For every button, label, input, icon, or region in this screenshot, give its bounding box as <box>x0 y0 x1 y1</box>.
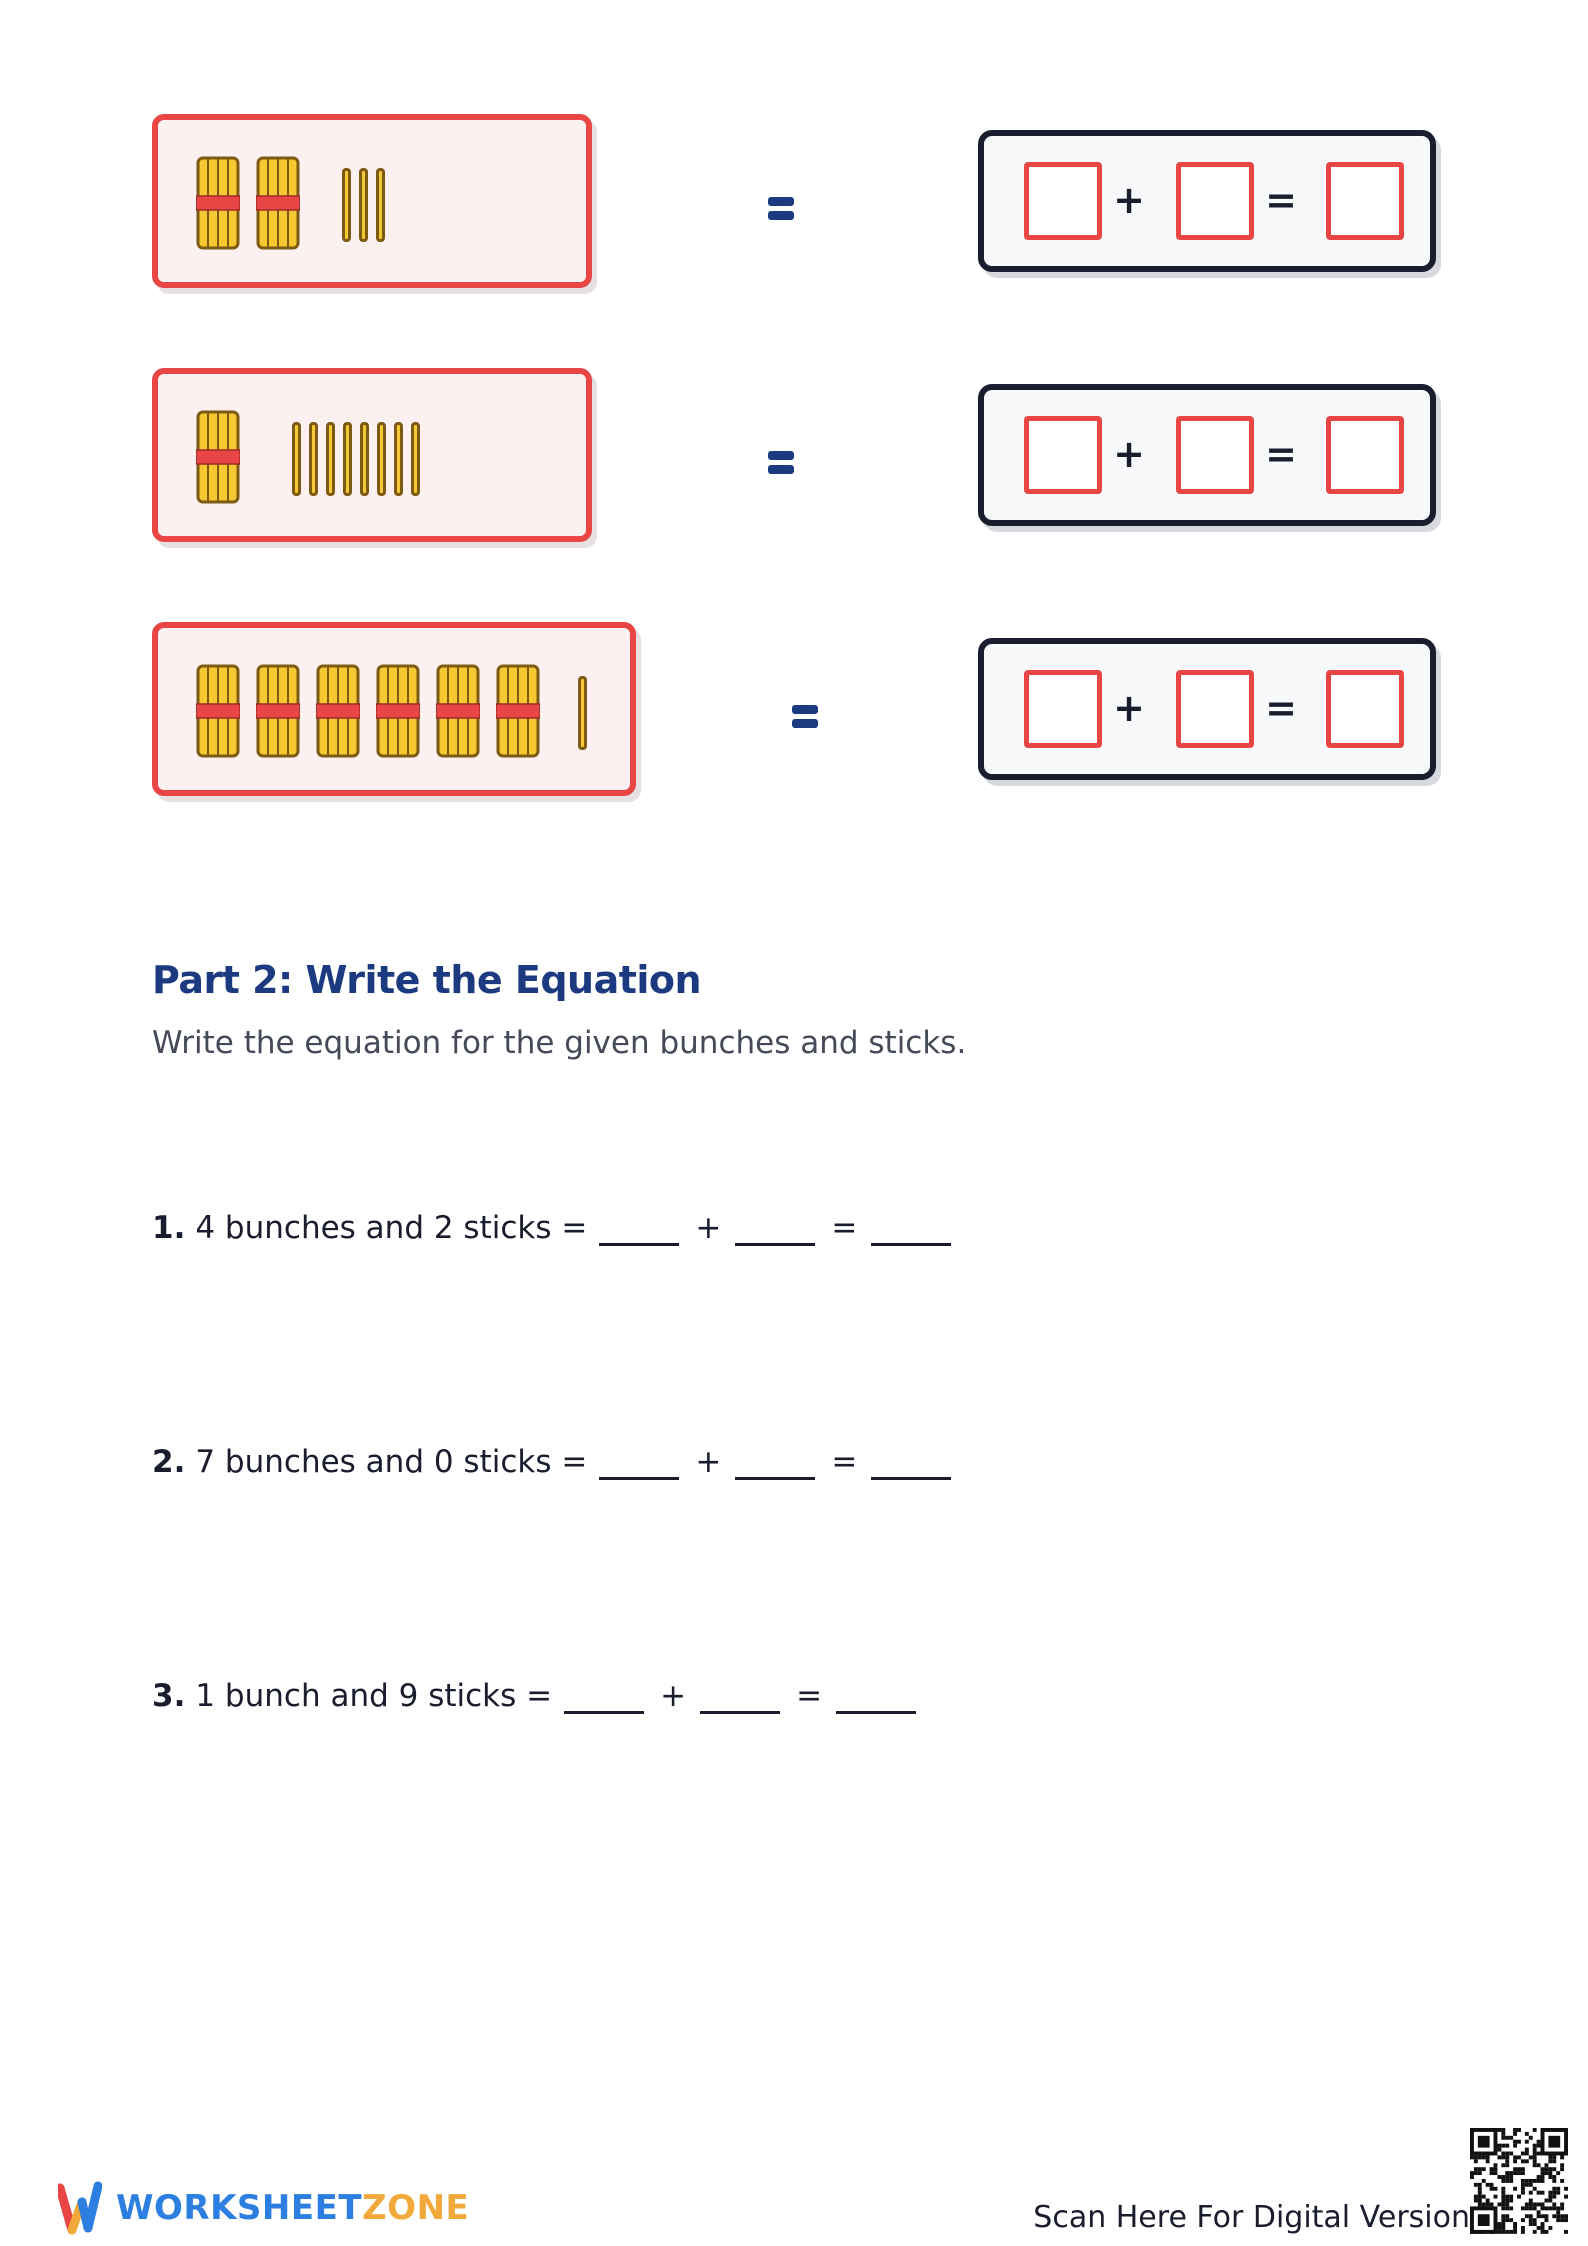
bundle-box-row2 <box>152 368 592 542</box>
single-stick-icon <box>578 676 587 750</box>
plus-sign: + <box>660 1678 687 1714</box>
single-stick-icon <box>360 422 369 496</box>
equals-sign-row3 <box>792 705 818 729</box>
bundle-of-sticks-icon <box>256 664 300 758</box>
worksheetzone-logo-icon <box>58 2180 102 2236</box>
single-stick-icon <box>377 422 386 496</box>
plus-sign: + <box>1113 686 1145 730</box>
qr-code-icon[interactable] <box>1470 2128 1568 2236</box>
bundle-of-sticks-icon <box>196 156 240 250</box>
question-text: 7 bunches and 0 sticks = <box>195 1444 588 1480</box>
answer-blank-ones[interactable] <box>735 1435 815 1480</box>
answer-box-tens[interactable] <box>1024 670 1102 748</box>
bundle-of-sticks-icon <box>196 410 240 504</box>
equation-box-row1 <box>978 130 1436 272</box>
single-stick-icon <box>376 168 385 242</box>
answer-box-ones[interactable] <box>1176 670 1254 748</box>
part2-instructions: Write the equation for the given bunches and sticks. <box>152 1025 967 1061</box>
equals-sign: = <box>1265 686 1297 730</box>
answer-box-total[interactable] <box>1326 162 1404 240</box>
bundle-box-row3 <box>152 622 636 796</box>
answer-box-ones[interactable] <box>1176 416 1254 494</box>
answer-box-tens[interactable] <box>1024 162 1102 240</box>
brand-name-part2: ZONE <box>362 2188 470 2228</box>
equation-box-row3 <box>978 638 1436 780</box>
equals-sign: = <box>1265 178 1297 222</box>
bundle-of-sticks-icon <box>316 664 360 758</box>
bundle-of-sticks-icon <box>196 664 240 758</box>
answer-blank-tens[interactable] <box>599 1201 679 1246</box>
scan-caption: Scan Here For Digital Version <box>1033 2200 1470 2235</box>
equals-sign-row1 <box>768 197 794 221</box>
plus-sign: + <box>1113 432 1145 476</box>
single-stick-icon <box>394 422 403 496</box>
single-stick-icon <box>292 422 301 496</box>
single-stick-icon <box>343 422 352 496</box>
answer-box-tens[interactable] <box>1024 416 1102 494</box>
question-number: 1. <box>152 1210 186 1246</box>
answer-blank-tens[interactable] <box>599 1435 679 1480</box>
equals-sign: = <box>831 1210 858 1246</box>
equation-box-row2 <box>978 384 1436 526</box>
plus-sign: + <box>695 1210 722 1246</box>
bundle-of-sticks-icon <box>376 664 420 758</box>
question-text: 1 bunch and 9 sticks = <box>195 1678 553 1714</box>
plus-sign: + <box>1113 178 1145 222</box>
brand-name-part1: WORKSHEET <box>116 2188 363 2228</box>
part2-title: Part 2: Write the Equation <box>152 958 702 1002</box>
brand-name <box>116 2188 469 2228</box>
equals-sign-row2 <box>768 451 794 475</box>
answer-blank-ones[interactable] <box>700 1669 780 1714</box>
bundle-of-sticks-icon <box>496 664 540 758</box>
single-stick-icon <box>359 168 368 242</box>
question-2 <box>152 1430 965 1480</box>
answer-blank-tens[interactable] <box>564 1669 644 1714</box>
answer-blank-total[interactable] <box>871 1435 951 1480</box>
bundle-box-row1 <box>152 114 592 288</box>
question-number: 2. <box>152 1444 186 1480</box>
bundle-of-sticks-icon <box>256 156 300 250</box>
bundle-of-sticks-icon <box>436 664 480 758</box>
equals-sign: = <box>831 1444 858 1480</box>
answer-blank-total[interactable] <box>871 1201 951 1246</box>
answer-box-total[interactable] <box>1326 670 1404 748</box>
question-text: 4 bunches and 2 sticks = <box>195 1210 588 1246</box>
question-number: 3. <box>152 1678 186 1714</box>
single-stick-icon <box>342 168 351 242</box>
answer-blank-ones[interactable] <box>735 1201 815 1246</box>
equals-sign: = <box>1265 432 1297 476</box>
question-3 <box>152 1664 930 1714</box>
single-stick-icon <box>309 422 318 496</box>
question-1 <box>152 1196 965 1246</box>
answer-blank-total[interactable] <box>836 1669 916 1714</box>
plus-sign: + <box>695 1444 722 1480</box>
single-stick-icon <box>326 422 335 496</box>
single-stick-icon <box>411 422 420 496</box>
answer-box-ones[interactable] <box>1176 162 1254 240</box>
answer-box-total[interactable] <box>1326 416 1404 494</box>
equals-sign: = <box>796 1678 823 1714</box>
worksheetzone-logo[interactable] <box>58 2178 469 2238</box>
